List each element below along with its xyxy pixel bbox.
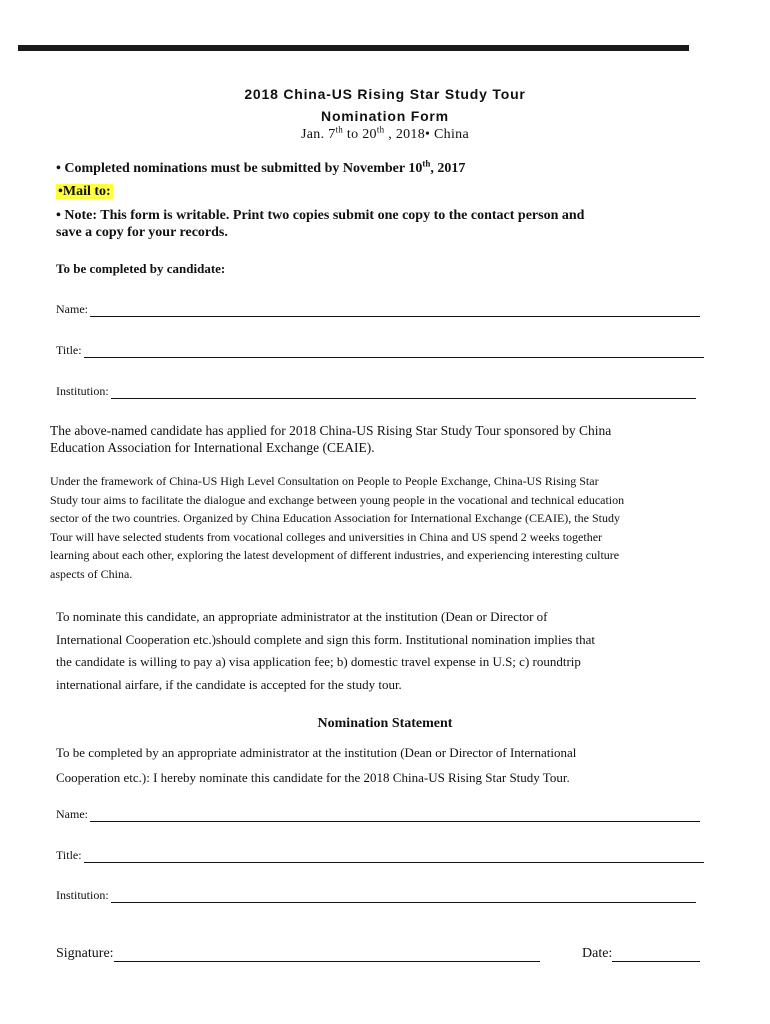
nominator-name-input[interactable] [90,809,700,822]
candidate-institution-input[interactable] [111,386,696,399]
date-field[interactable] [582,946,700,962]
candidate-title-label: Title: [56,343,82,357]
note-line-1: • Note: This form is writable. Print two copies submit one copy to the contact person and [56,208,585,223]
form-title: 2018 China-US Rising Star Study Tour [244,86,526,102]
candidate-institution-field[interactable] [56,384,696,399]
date-input[interactable] [612,949,700,962]
nomination-statement-heading: Nomination Statement [317,716,453,731]
signature-field[interactable] [56,946,540,962]
nominator-title-label: Title: [56,848,82,862]
nominator-title-input[interactable] [84,850,704,863]
nominator-institution-field[interactable] [56,888,696,903]
nominator-name-label: Name: [56,807,88,821]
applied-paragraph: The above-named candidate has applied for 2018 China-US Rising Star Study Tour sponsored by China Education Association for International Exchange (CEAIE). [50,423,612,455]
candidate-title-input[interactable] [84,345,704,358]
date-label: Date: [582,946,613,961]
deadline-notice: • Completed nominations must be submitted by November 10th, 2017 [56,158,466,176]
candidate-institution-label: Institution: [56,384,109,398]
nominate-paragraph: To nominate this candidate, an appropriate administrator at the institution (Dean or Director of International Cooperation etc.)should complete and sign this form. Institutional nomination implies that the candidate is willing to pay a) visa application fee; b) domestic travel expense in U.S; c) roundtrip international airfare, if the candidate is accepted for the study tour. [56,609,596,692]
candidate-title-field[interactable] [56,343,704,358]
form-subtitle: Nomination Form [321,108,449,124]
candidate-name-label: Name: [56,302,88,316]
nominator-title-field[interactable] [56,848,704,863]
mail-to-notice: •Mail to: [58,184,111,199]
tour-dates: Jan. 7th to 20th , 2018• China [301,124,469,142]
candidate-name-input[interactable] [90,304,700,317]
framework-paragraph: Under the framework of China-US High Level Consultation on People to People Exchange, China-US Rising Star Study tour aims to facilitate the dialogue and exchange between young people in the vocational and technical education sector of the two countries. Organized by China Education Association for International Exchange (CEAIE), the Study Tour will have selected students from vocational colleges and universities in China and US spend 2 weeks together learning about each other, exploring the latest development of different industries, and experiencing interesting culture aspects of China. [50,474,625,581]
candidate-heading: To be completed by candidate: [56,261,226,276]
nominator-name-field[interactable] [56,807,700,822]
note-line-2: save a copy for your records. [56,225,228,240]
candidate-name-field[interactable] [56,302,700,317]
nominator-institution-label: Institution: [56,888,109,902]
signature-input[interactable] [114,949,540,962]
header-rule [18,45,689,51]
nominator-institution-input[interactable] [111,890,696,903]
nomination-statement-text: To be completed by an appropriate administrator at the institution (Dean or Director of International Cooperation etc.): I hereby nominate this candidate for the 2018 China-US Rising Star Study Tour. [56,745,577,785]
signature-label: Signature: [56,946,114,961]
